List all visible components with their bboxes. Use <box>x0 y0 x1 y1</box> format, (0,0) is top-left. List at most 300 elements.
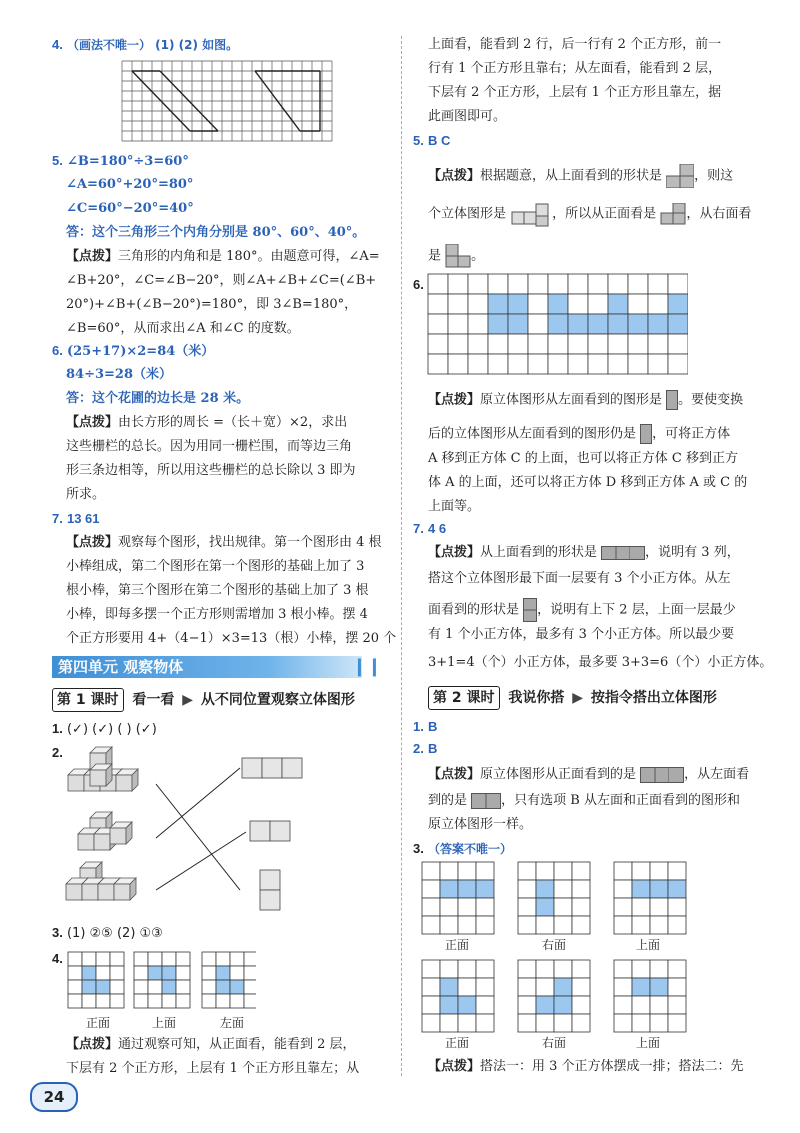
left-view-cell <box>202 980 216 994</box>
tip-text: 观察每个图形，找出规律。第一个图形由 4 根 <box>118 535 382 550</box>
tip-text: ，从左面看 <box>684 767 750 782</box>
l1q3 <box>52 924 163 943</box>
right-view-2-cell <box>572 1014 590 1032</box>
q6-number: 6. <box>52 343 63 358</box>
r-cont4: 此画图即可。 <box>428 109 507 124</box>
unit-banner <box>52 656 382 678</box>
right-view-cell <box>572 880 590 898</box>
right-view-cell <box>518 916 536 934</box>
front-view-filled-cell <box>476 880 494 898</box>
left-view-filled-cell <box>216 966 230 980</box>
front-view-cell <box>458 916 476 934</box>
lesson1-title: 看一看 <box>132 692 175 708</box>
r-q6-tip3: A 移到正方体 C 的上面，也可以将正方体 C 移到正方 <box>428 451 738 466</box>
q4-number: 4. <box>52 37 63 52</box>
tip-text: 是 <box>428 248 442 264</box>
right-view-cell <box>572 916 590 934</box>
top-view-cell <box>134 966 148 980</box>
rearranged-view-filled-cell <box>648 314 668 334</box>
tip-text: 由长方形的周长 =（长＋宽）×2，求出 <box>118 415 348 430</box>
right-view-filled-cell <box>536 880 554 898</box>
top-view-filled-cell <box>162 966 176 980</box>
q5-step2: ∠A=60°+20°=80° <box>66 177 194 192</box>
left-view-icon <box>471 793 501 809</box>
r-q5-answer: B C <box>427 133 451 148</box>
rearranged-view-cell <box>448 334 468 354</box>
lesson1-header <box>52 688 355 710</box>
lesson2-label: 第 2 课时 <box>428 686 500 710</box>
q6-answer: 答：这个花圃的边长是 28 米。 <box>66 391 250 406</box>
l1q1-answer: (✓) (✓) ( ) (✓) <box>66 722 157 737</box>
front-view-cell <box>476 898 494 916</box>
tip-text: 从上面看到的形状是 <box>480 545 598 560</box>
right-view-2-cell <box>572 978 590 996</box>
rearranged-view-cell <box>648 274 668 294</box>
front-view-cell <box>422 916 440 934</box>
tip-tag: 【点拨】 <box>66 249 119 264</box>
rearranged-view-filled-cell <box>608 314 628 334</box>
tip-text: 根据题意，从上面看到的形状是 <box>480 168 663 184</box>
top-view-cell <box>650 916 668 934</box>
tip-tag: 【点拨】 <box>66 1037 119 1052</box>
right-view-2-cell <box>518 996 536 1014</box>
unit-title: 第四单元 观察物体 <box>58 658 184 676</box>
front-view-cell <box>68 980 82 994</box>
tip-text: ，则这 <box>694 168 734 184</box>
front-view-cell <box>422 862 440 880</box>
top-view-cell <box>668 916 686 934</box>
rearranged-view-cell <box>508 334 528 354</box>
rearranged-view-cell <box>428 334 448 354</box>
right-view-cell <box>572 862 590 880</box>
left-view-filled-cell <box>216 980 230 994</box>
r-q5-number: 5. <box>413 133 424 148</box>
top-view-2-filled-cell <box>650 978 668 996</box>
front-view-cell <box>82 994 96 1008</box>
rearranged-view-cell <box>608 274 628 294</box>
right-view-cell <box>518 898 536 916</box>
left-view-cell <box>230 952 244 966</box>
front-view-cell <box>96 952 110 966</box>
right-view-2-cell <box>536 960 554 978</box>
front-view-2-cell <box>440 1014 458 1032</box>
front-view-icon <box>640 767 684 783</box>
caption-front: 正面 <box>445 1036 470 1050</box>
rearranged-view-cell <box>448 274 468 294</box>
l1q4-number: 4. <box>52 951 63 966</box>
caption-left: 左面 <box>220 1016 245 1030</box>
left-view-icon <box>666 390 678 410</box>
r-l2q2-tip3: 原立体图形一样。 <box>428 817 533 832</box>
right-view-cell <box>554 880 572 898</box>
top-view-2-filled-cell <box>632 978 650 996</box>
top-view-2-cell <box>614 1014 632 1032</box>
rearranged-view-filled-cell <box>548 314 568 334</box>
top-view-cell <box>650 862 668 880</box>
top-view-cell <box>614 862 632 880</box>
rearranged-view-cell <box>668 274 688 294</box>
r-q5 <box>413 132 450 151</box>
right-view-cell <box>554 862 572 880</box>
top-view-cell <box>650 898 668 916</box>
r-q6-tip4: 体 A 的上面，还可以将正方体 D 移到正方体 A 或 C 的 <box>428 475 748 490</box>
rearranged-view-cell <box>628 354 648 374</box>
tip-tag: 【点拨】 <box>428 168 481 184</box>
top-view-icon <box>601 546 645 560</box>
front-view-2-cell <box>476 996 494 1014</box>
top-view-2-cell <box>668 996 686 1014</box>
top-view-2-cell <box>614 996 632 1014</box>
front-view-2-cell <box>422 996 440 1014</box>
tip-text: ，所以从正面看是 <box>552 206 657 222</box>
r-q6-tip2 <box>428 424 730 444</box>
front-view-2-cell <box>458 960 476 978</box>
right-view-2-cell <box>572 996 590 1014</box>
right-view-2-cell <box>518 978 536 996</box>
left-view-filled-cell <box>230 980 244 994</box>
r-q7-answer: 4 6 <box>427 521 447 536</box>
right-view-cell <box>518 862 536 880</box>
rearranged-view-cell <box>468 314 488 334</box>
l2q2-answer: B <box>427 741 438 756</box>
q7-tip4: 小棒，即每多摆一个正方形则需增加 3 根小棒。摆 4 <box>66 607 368 622</box>
rearranged-view-cell <box>448 314 468 334</box>
rearranged-view-filled-cell <box>508 294 528 314</box>
top-view-cell <box>668 862 686 880</box>
r-q6 <box>413 276 424 295</box>
q5-tip3: 20°)+∠B+(∠B−20°)=180°，即 3∠B=180°， <box>66 297 358 312</box>
r-q7 <box>413 520 446 539</box>
rearranged-view-cell <box>508 354 528 374</box>
q7-tip2: 小棒组成，第二个图形在第一个图形的基础上加了 3 <box>66 559 365 574</box>
front-view-2-filled-cell <box>458 996 476 1014</box>
rearranged-view-cell <box>528 274 548 294</box>
front-view-filled-cell <box>82 980 96 994</box>
tip-text: 后的立体图形从左面看到的图形仍是 <box>428 426 637 442</box>
l1q4-tip1 <box>66 1036 356 1054</box>
lesson2-subtitle: 按指令搭出立体图形 <box>590 690 717 706</box>
lesson1-label: 第 1 课时 <box>52 688 124 712</box>
top-view-filled-cell <box>650 880 668 898</box>
r-q6-tip1 <box>428 390 743 410</box>
right-view-cell <box>536 862 554 880</box>
q5-answer: 答：这个三角形三个内角分别是 80°、60°、40°。 <box>66 225 366 240</box>
front-view-2-cell <box>422 978 440 996</box>
front-view-2-cell <box>422 1014 440 1032</box>
front-view-cell <box>458 898 476 916</box>
front-view-cell <box>476 862 494 880</box>
top-view-cell <box>176 952 190 966</box>
lesson2-header <box>428 686 717 708</box>
top-view-2-cell <box>632 960 650 978</box>
front-view-cell <box>96 966 110 980</box>
top-view-2-cell <box>650 1014 668 1032</box>
tip-text: ，从右面看 <box>686 206 752 222</box>
right-view-2-filled-cell <box>554 978 572 996</box>
q7-tip5: 个正方形要用 4+（4−1）×3=13（根）小棒，摆 20 个 <box>66 631 397 646</box>
right-view-2-cell <box>536 1014 554 1032</box>
right-view-cell <box>554 898 572 916</box>
top-view-filled-cell <box>162 980 176 994</box>
rearranged-view-cell <box>488 274 508 294</box>
left-view-cell <box>230 994 244 1008</box>
left-view-cell <box>244 994 256 1008</box>
rearranged-view-cell <box>608 354 628 374</box>
rearranged-view-filled-cell <box>488 294 508 314</box>
l1q4-view-grids <box>66 950 256 1016</box>
tip-text: ，可将正方体 <box>652 426 731 442</box>
l1q1-number: 1. <box>52 721 63 736</box>
q6-tip4: 所求。 <box>66 487 106 502</box>
rearranged-view-filled-cell <box>668 314 688 334</box>
rearranged-view-cell <box>548 274 568 294</box>
rearranged-view-cell <box>548 334 568 354</box>
rearranged-view-cell <box>428 314 448 334</box>
rearranged-view-filled-cell <box>588 314 608 334</box>
tip-text: ，说明有上下 2 层，上面一层最少 <box>537 602 736 618</box>
right-view-cell <box>518 880 536 898</box>
caption-top: 上面 <box>636 1036 661 1050</box>
l1q2-number: 2. <box>52 745 63 760</box>
top-view-2-cell <box>650 996 668 1014</box>
right-view-2-cell <box>554 1014 572 1032</box>
left-view-cell <box>216 952 230 966</box>
front-view-cell <box>96 994 110 1008</box>
front-view-2-cell <box>458 978 476 996</box>
q5-number: 5. <box>52 153 63 168</box>
top-view-2-cell <box>650 960 668 978</box>
left-view-cell <box>244 980 256 994</box>
top-view-2-cell <box>668 960 686 978</box>
q5-step3: ∠C=60°−20°=40° <box>66 201 194 216</box>
top-view-filled-cell <box>148 966 162 980</box>
r-q7-tip4: 有 1 个小正方体，最多有 3 个小正方体。所以最少要 <box>428 627 735 642</box>
r-l2q2-tip1 <box>428 766 749 784</box>
rearranged-view-cell <box>448 294 468 314</box>
front-view-cell <box>82 952 96 966</box>
rearranged-view-cell <box>428 274 448 294</box>
lesson2-title: 我说你搭 <box>508 690 565 706</box>
top-view-cell <box>176 994 190 1008</box>
front-view-2-cell <box>476 960 494 978</box>
rearranged-view-filled-cell <box>548 294 568 314</box>
right-view-2-cell <box>536 978 554 996</box>
tip-tag: 【点拨】 <box>428 392 481 408</box>
top-view-cell <box>134 994 148 1008</box>
left-view-cell <box>244 952 256 966</box>
rearranged-view-cell <box>488 334 508 354</box>
left-view-cell <box>244 966 256 980</box>
left-q6-line1 <box>52 342 214 361</box>
front-view-cell <box>440 862 458 880</box>
top-view-2-cell <box>614 960 632 978</box>
l2q3-number: 3. <box>413 841 424 856</box>
right-view-2-cell <box>572 960 590 978</box>
rearranged-view-cell <box>468 354 488 374</box>
page-number: 24 <box>30 1082 78 1112</box>
rearranged-view-cell <box>448 354 468 374</box>
r-q7-tip2: 搭这个立体图形最下面一层要有 3 个小正方体。从左 <box>428 571 731 586</box>
tip-text: 面看到的形状是 <box>428 602 520 618</box>
rearranged-view-cell <box>628 274 648 294</box>
front-view-filled-cell <box>82 966 96 980</box>
tip-text: 搭法一：用 3 个正方体摆成一排；搭法二：先 <box>480 1059 744 1074</box>
tip-tag: 【点拨】 <box>428 1059 481 1074</box>
front-view-cell <box>68 966 82 980</box>
front-view-cell <box>110 980 124 994</box>
rearranged-view-cell <box>628 294 648 314</box>
top-view-cell <box>134 952 148 966</box>
top-view-cell <box>614 916 632 934</box>
front-view-cell <box>458 862 476 880</box>
top-view-icon <box>666 164 694 188</box>
r-q5-tip2 <box>428 200 751 228</box>
q4-drawing-grid <box>120 59 334 143</box>
top-view-2-cell <box>632 1014 650 1032</box>
tip-text: 。要使变换 <box>678 392 744 408</box>
front-view-2-cell <box>476 1014 494 1032</box>
caption-right: 右面 <box>542 1036 567 1050</box>
caption-right: 右面 <box>542 938 567 952</box>
left-q4 <box>52 36 238 55</box>
front-view-cell <box>422 880 440 898</box>
r-q7-number: 7. <box>413 521 424 536</box>
top-view-2-cell <box>668 978 686 996</box>
top-view-2-cell <box>632 996 650 1014</box>
r-q5-tip1 <box>428 164 733 188</box>
rearranged-view-cell <box>548 354 568 374</box>
q7-answer: 13 61 <box>66 511 100 526</box>
front-view-cell <box>68 952 82 966</box>
tip-tag: 【点拨】 <box>66 415 119 430</box>
q6-tip2: 这些栅栏的总长。因为用同一栅栏围，而等边三角 <box>66 439 353 454</box>
right-view-filled-cell <box>536 898 554 916</box>
left-view-icon <box>640 424 652 444</box>
r-cont2: 行有 1 个正方形且靠右；从左面看，能看到 2 层， <box>428 61 722 76</box>
tip-text: 三角形的内角和是 180°。由题意可得，∠A= <box>118 249 380 264</box>
rearranged-view-cell <box>428 294 448 314</box>
right-view-cell <box>572 898 590 916</box>
caption-front: 正面 <box>86 1016 111 1030</box>
r-l2q3 <box>413 840 512 859</box>
rearranged-view-cell <box>568 294 588 314</box>
q6-step1: (25+17)×2=84（米） <box>66 344 215 359</box>
column-divider <box>401 36 402 1076</box>
left-view-cell <box>202 994 216 1008</box>
rearranged-view-filled-cell <box>628 314 648 334</box>
rearranged-view-cell <box>488 354 508 374</box>
rearranged-view-cell <box>588 334 608 354</box>
top-view-cell <box>614 880 632 898</box>
r-q7-tip1 <box>428 544 740 562</box>
l1q3-number: 3. <box>52 925 63 940</box>
solid-cube-icon <box>510 200 552 228</box>
top-view-cell <box>614 898 632 916</box>
caption-front: 正面 <box>445 938 470 952</box>
q5-tip4: ∠B=60°，从而求出∠A 和∠C 的度数。 <box>66 321 300 336</box>
rearranged-view-cell <box>568 274 588 294</box>
r-cont3: 下层有 2 个正方形，上层有 1 个正方形且靠左，据 <box>428 85 722 100</box>
top-view-filled-cell <box>668 880 686 898</box>
right-view-2-filled-cell <box>536 996 554 1014</box>
rearranged-view-cell <box>528 294 548 314</box>
play-arrow-icon: ▶ <box>182 692 194 708</box>
front-view-cell <box>110 966 124 980</box>
r-l2q2 <box>413 740 437 759</box>
caption-top: 上面 <box>152 1016 177 1030</box>
rearranged-view-cell <box>668 354 688 374</box>
rearranged-view-cell <box>468 334 488 354</box>
r-l2q3-tip1 <box>428 1058 744 1076</box>
top-view-cell <box>162 994 176 1008</box>
matching-figure <box>60 742 310 921</box>
rearranged-view-cell <box>468 274 488 294</box>
front-view-filled-cell <box>458 880 476 898</box>
r-q7-tip5: 3+1=4（个）小正方体，最多要 3+3=6（个）小正方体。 <box>428 655 773 670</box>
q6-tip3: 形三条边相等，所以用这些栅栏的总长除以 3 即为 <box>66 463 356 478</box>
front-view-icon <box>660 203 686 225</box>
left-view-cell <box>216 994 230 1008</box>
rearranged-view-cell <box>428 354 448 374</box>
tip-text: 通过观察可知，从正面看，能看到 2 层， <box>118 1037 356 1052</box>
rearranged-view-filled-cell <box>568 314 588 334</box>
l1q4 <box>52 950 63 969</box>
left-view-cell <box>202 952 216 966</box>
top-view-cell <box>148 980 162 994</box>
top-view-cell <box>134 980 148 994</box>
q4-answer: （画法不唯一） (1) (2) 如图。 <box>66 38 239 52</box>
rearranged-view-cell <box>468 294 488 314</box>
l2q1-answer: B <box>427 719 438 734</box>
right-view-2-cell <box>554 960 572 978</box>
right-view-2-cell <box>518 1014 536 1032</box>
l1q4-tip2: 下层有 2 个正方形，上层有 1 个正方形且靠左；从 <box>66 1061 360 1076</box>
rearranged-view-cell <box>568 354 588 374</box>
front-view-2-cell <box>422 960 440 978</box>
l1q3-answer: (1) ②⑤ (2) ①③ <box>66 926 163 941</box>
front-view-2-filled-cell <box>440 996 458 1014</box>
rearranged-view-cell <box>528 334 548 354</box>
rearranged-view-cell <box>648 294 668 314</box>
front-view-cell <box>110 994 124 1008</box>
left-view-cell <box>230 966 244 980</box>
right-view-icon <box>445 244 471 268</box>
tip-text: 原立体图形从正面看到的是 <box>480 767 637 782</box>
top-view-cell <box>632 916 650 934</box>
front-view-cell <box>440 898 458 916</box>
r-q7-tip3 <box>428 598 736 622</box>
q7-tip3: 根小棒，第三个图形在第二个图形的基础上加了 3 根 <box>66 583 369 598</box>
tip-tag: 【点拨】 <box>428 545 481 560</box>
rearranged-view-filled-cell <box>608 294 628 314</box>
rearranged-view-cell <box>588 274 608 294</box>
q5-tip1 <box>66 248 380 266</box>
front-view-2-cell <box>440 960 458 978</box>
tip-text: 。 <box>471 248 485 264</box>
play-arrow-icon: ▶ <box>572 690 584 706</box>
front-view-cell <box>110 952 124 966</box>
rearranged-view-filled-cell <box>668 294 688 314</box>
front-view-cell <box>68 994 82 1008</box>
rearranged-view-filled-cell <box>488 314 508 334</box>
rearranged-view-cell <box>508 274 528 294</box>
front-view-2-cell <box>458 1014 476 1032</box>
top-view-cell <box>632 898 650 916</box>
tip-text: ，只有选项 B 从左面和正面看到的图形和 <box>501 793 740 808</box>
tip-text: 到的是 <box>428 793 468 808</box>
rearranged-view-cell <box>588 294 608 314</box>
top-view-cell <box>668 898 686 916</box>
